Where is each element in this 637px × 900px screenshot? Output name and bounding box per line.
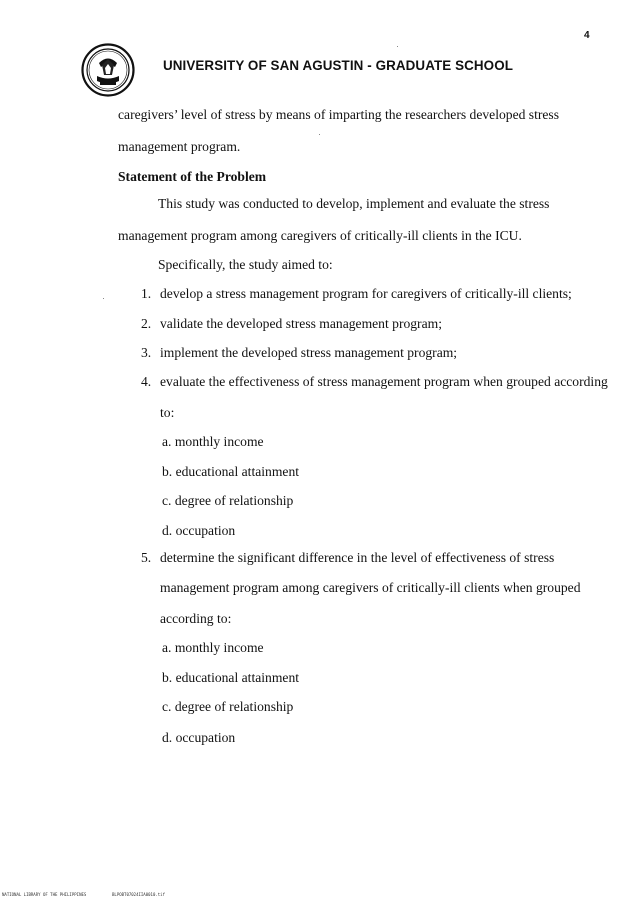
list-item-continuation: management program among caregivers of critically-ill clients when grouped bbox=[160, 580, 581, 595]
intro-line: caregivers’ level of stress by means of imparting the researchers developed stress bbox=[118, 107, 559, 122]
list-item: determine the significant difference in the level of effectiveness of stress bbox=[160, 550, 555, 565]
sub-item: c. degree of relationship bbox=[162, 493, 294, 508]
sub-item: a. monthly income bbox=[162, 434, 264, 449]
list-number: 1. bbox=[141, 286, 152, 301]
list-number: 5. bbox=[141, 550, 152, 565]
intro-line: management program. bbox=[118, 139, 241, 154]
university-seal-icon bbox=[81, 43, 135, 97]
list-item: implement the developed stress management program; bbox=[160, 345, 458, 360]
header-title: UNIVERSITY OF SAN AGUSTIN - GRADUATE SCHOOL bbox=[163, 58, 513, 73]
footer-library-stamp: NATIONAL LIBRARY OF THE PHILIPPINES bbox=[2, 892, 87, 897]
sub-item: c. degree of relationship bbox=[162, 699, 294, 714]
list-number: 3. bbox=[141, 345, 152, 360]
list-number: 2. bbox=[141, 316, 152, 331]
scan-speck bbox=[397, 46, 398, 47]
sub-item: b. educational attainment bbox=[162, 670, 300, 685]
list-item: validate the developed stress management program; bbox=[160, 316, 442, 331]
footer-filename: BLPOBT07024IIA0010.tif bbox=[112, 892, 165, 897]
sub-item: d. occupation bbox=[162, 523, 236, 538]
sub-item: a. monthly income bbox=[162, 640, 264, 655]
list-item-continuation: according to: bbox=[160, 611, 232, 626]
list-item: develop a stress management program for caregivers of critically-ill clients; bbox=[160, 286, 572, 301]
specific-aims-line: Specifically, the study aimed to: bbox=[158, 257, 333, 272]
list-number: 4. bbox=[141, 374, 152, 389]
list-item: evaluate the effectiveness of stress management program when grouped according bbox=[160, 374, 608, 389]
sub-item: d. occupation bbox=[162, 730, 236, 745]
sub-item: b. educational attainment bbox=[162, 464, 300, 479]
paragraph-line: management program among caregivers of critically-ill clients in the ICU. bbox=[118, 228, 522, 243]
list-item-continuation: to: bbox=[160, 405, 175, 420]
scan-speck bbox=[103, 298, 104, 299]
paragraph-line: This study was conducted to develop, implement and evaluate the stress bbox=[158, 196, 550, 211]
section-heading: Statement of the Problem bbox=[118, 169, 267, 184]
scan-speck bbox=[319, 134, 320, 135]
page-number: 4 bbox=[584, 30, 590, 41]
